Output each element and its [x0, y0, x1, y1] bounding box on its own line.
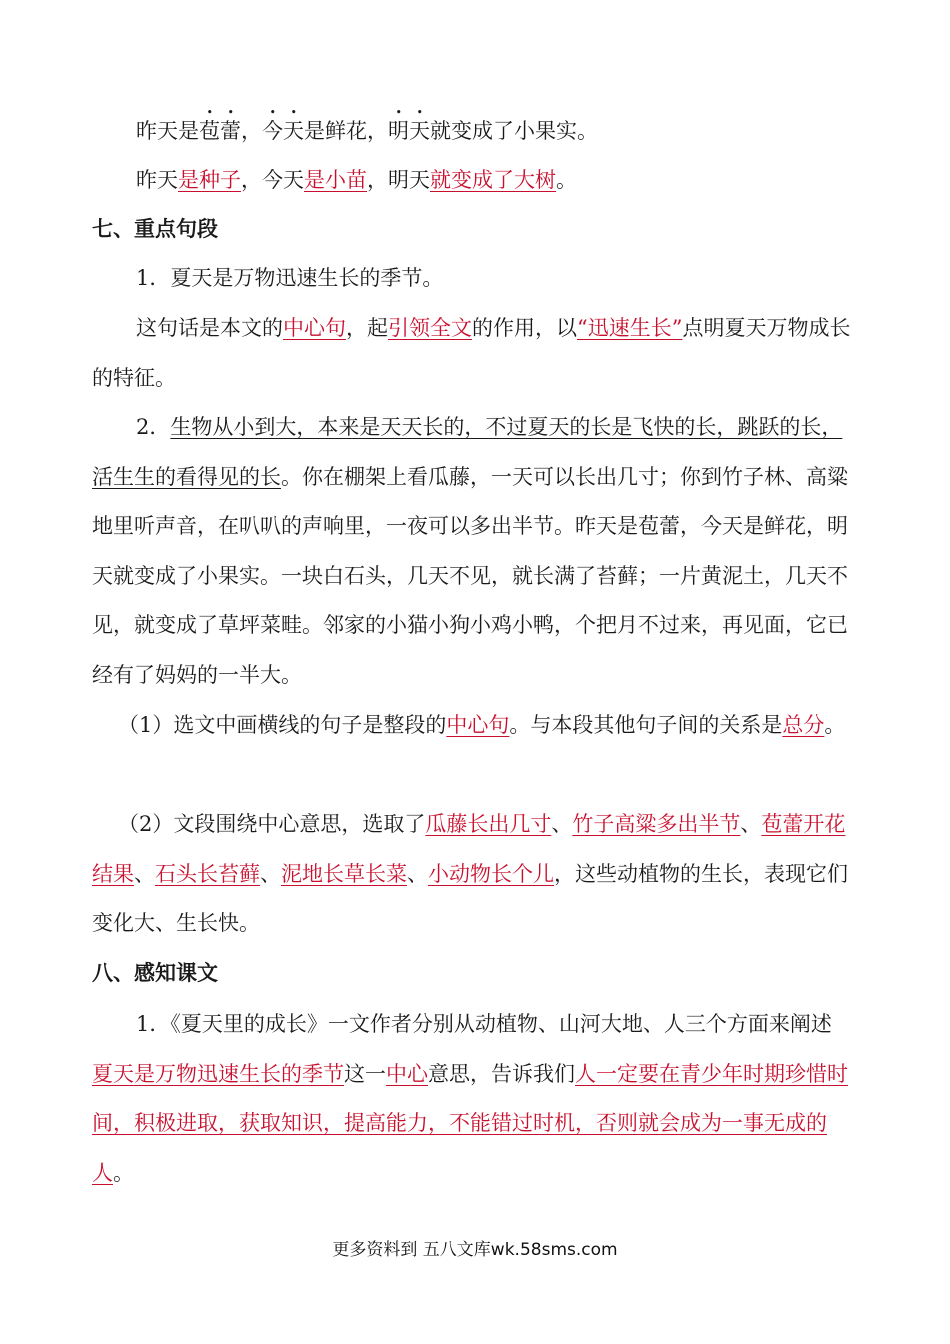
- answer-item-5: 泥地长草长菜: [281, 861, 407, 886]
- question-1-answer: [92, 304, 852, 403]
- text-segment: 昨天是: [136, 119, 199, 143]
- text-segment: （1）选文中画横线的句子是整段的: [118, 713, 447, 737]
- text-segment: 点明夏天万物成长的特征。: [92, 316, 851, 390]
- text-segment: ，今天: [241, 168, 304, 192]
- answer-3: 就变成了大树: [430, 168, 556, 192]
- answer-item-3: 苞蕾开花结果: [92, 812, 846, 886]
- answer-item-6: 小动物长个儿: [428, 861, 554, 886]
- text-segment: ，这些动植物的生长，表现它们变化大、生长快。: [92, 861, 848, 935]
- underlined-center-sentence: 生物从小到大，本来是天天长的，不过夏天的长是飞快的长，跳跃的长，活生生的看得见的长: [92, 415, 843, 489]
- text-segment: 1．《夏天里的成长》一文作者分别从动植物、山河大地、人三个方面来阐述: [136, 1012, 832, 1036]
- passage-2: [92, 403, 852, 700]
- answer-center-sentence: 中心句: [283, 316, 346, 340]
- answer-lesson: 人一定要在青少年时期珍惜时间，积极进取，获取知识，提高能力，不能错过时机，否则就会成为一事无成的人: [92, 1061, 848, 1185]
- text-segment: 。与本段其他句子间的关系是: [509, 713, 783, 737]
- sentence-pattern-example: [92, 106, 852, 157]
- text-segment: 、: [407, 861, 428, 886]
- text-segment: 、: [740, 812, 762, 836]
- answer-item-4: 石头长苔藓: [155, 861, 260, 886]
- section-heading-7: 七、重点句段: [92, 217, 218, 241]
- question-2-1: [92, 701, 852, 751]
- answer-relation: 总分: [782, 713, 825, 737]
- answer-1: 是种子: [178, 168, 241, 192]
- text-segment: 。: [556, 168, 577, 192]
- text-segment: 这一: [344, 1061, 386, 1086]
- text-segment: 2．: [136, 415, 171, 439]
- answer-item-2: 竹子高粱多出半节: [572, 812, 741, 836]
- text-segment: ，明天: [367, 168, 430, 192]
- emphasis-word-1: 苞蕾: [199, 119, 241, 143]
- answer-item-1: 瓜藤长出几寸: [425, 812, 552, 836]
- text-segment: 昨天: [136, 168, 178, 192]
- answer-lead: 引领全文: [388, 316, 472, 340]
- question-1: 1．夏天是万物迅速生长的季节。: [136, 266, 444, 290]
- answer-theme: 夏天是万物迅速生长的季节: [92, 1061, 344, 1086]
- answer-center: 中心: [386, 1061, 428, 1086]
- text-segment: 。你在棚架上看瓜藤，一天可以长出几寸；你到竹子林、高粱地里听声音，在叭叭的声响里，一夜可以多出半节。昨天是苞蕾，今天是鲜花，明天就变成了小果实。一块白石头，几天不见，就长满了苔藓；一片黄泥土，几天不见，就变成了草坪菜畦。邻家的小猫小狗小鸡小鸭，个把月不过来，再见面，它已经有了妈妈的一半大。: [92, 464, 848, 687]
- emphasis-word-3: 明天: [388, 119, 430, 143]
- text-segment: 是鲜花，: [304, 119, 388, 143]
- section-heading-8: 八、感知课文: [92, 961, 218, 985]
- text-segment: 、: [134, 861, 155, 886]
- answer-quote: “迅速生长”: [577, 316, 683, 340]
- text-segment: 就变成了小果实。: [430, 119, 598, 143]
- sentence-pattern-answer: [92, 156, 852, 206]
- text-segment: 、: [551, 812, 573, 836]
- text-segment: 意思，告诉我们: [428, 1061, 575, 1086]
- text-segment: 。: [113, 1160, 134, 1185]
- footer-link-text: 更多资料到 五八文库wk.58sms.com: [332, 1240, 618, 1260]
- text-segment: 的作用，以: [472, 316, 577, 340]
- text-segment: （2）文段围绕中心意思，选取了: [118, 812, 426, 836]
- question-3: [92, 1000, 852, 1198]
- text-segment: ，起: [346, 316, 388, 340]
- text-segment: 这句话是本文的: [136, 316, 283, 340]
- text-segment: 。: [824, 713, 846, 737]
- question-2-2: [92, 800, 852, 949]
- answer-center-sentence-2: 中心句: [446, 713, 510, 737]
- emphasis-word-2: 今天: [262, 119, 304, 143]
- answer-2: 是小苗: [304, 168, 367, 192]
- text-segment: 、: [260, 861, 281, 886]
- text-segment: ，: [241, 119, 262, 143]
